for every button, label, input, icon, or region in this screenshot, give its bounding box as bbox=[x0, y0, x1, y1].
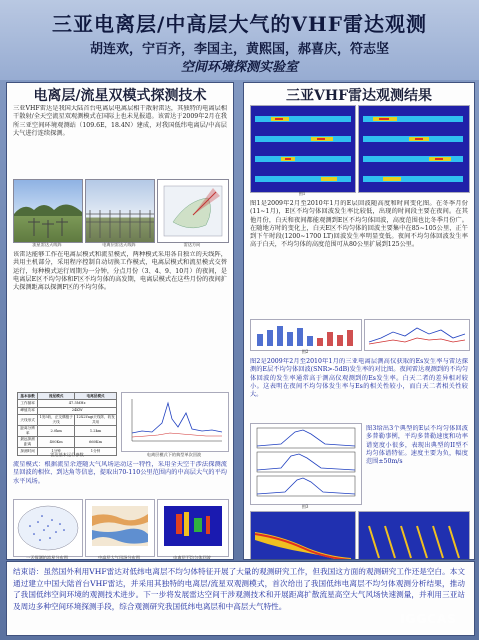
table-cell: 工作频率 bbox=[18, 400, 38, 407]
figure-5-quasi-periodic-echo bbox=[358, 511, 470, 560]
meteor-distribution-plot bbox=[13, 499, 83, 557]
figure-2-plot-second bbox=[364, 319, 470, 351]
table-cell: 12X2Yagi天线阵，收发共用 bbox=[76, 415, 115, 425]
irregularity-echo-caption: 电离层不均匀体回波 bbox=[173, 555, 211, 560]
table-row bbox=[18, 415, 117, 426]
figure-1-text: 图1是2009年2月至2010年1月的E层回波随高度和时间变化图。在冬季月份(11~1月)，E区不均匀体回波发生率比较低，出现的时间段主要在夜间。在其他月份，白天和夜间都能观测到E区不均匀体回波，高度范围也比冬季月份广。在随地方时的变化上，白天E区不均匀体的回波主要集中在85~105公里，正午到下午时段(1200~1700 LT)回波发生率明显变低。夜间不均匀体回波发生率高于白天，不均匀体的高度范围可从80公里扩展到125公里。 bbox=[250, 200, 468, 249]
rti-echo-icon bbox=[158, 500, 228, 556]
table-row bbox=[18, 393, 117, 400]
left-section-title: 电离层/流星双模式探测技术 bbox=[33, 88, 207, 104]
mode-description-text: 该雷达能够工作在电离层模式和流星模式，两种模式采用各自独立的天线阵，共用主机部分，采用程序控制自动切换工作模式，电离层模式和流星模式交替运行，每种模式运行周期为一分钟，分点月份（3、4、9、10月）的夜间，是电离层E区不均匀体和F区不均匀体的高发期，电离层模式在这些月份的夜间扩大探测距离以探测F区的不均匀体。 bbox=[13, 251, 227, 292]
table-row bbox=[18, 437, 117, 448]
figure-2-label: 图2 bbox=[301, 349, 309, 354]
table-cell: 天线形式 bbox=[18, 415, 38, 426]
figure-3-label: 图3 bbox=[301, 504, 309, 509]
table-cell: 最远探测距离 bbox=[18, 437, 38, 448]
antenna-icon bbox=[14, 180, 82, 242]
table-cell: 距离分辨率 bbox=[18, 426, 38, 437]
table-cell: 电离层模式 bbox=[75, 393, 117, 400]
table-cell: 1.2km bbox=[75, 426, 117, 437]
table-cell: 基本参数 bbox=[18, 393, 38, 400]
poster-header bbox=[0, 0, 479, 80]
photo-caption-meteor: 流星雷达天线阵 bbox=[32, 242, 62, 247]
table-cell: 峰值功率 bbox=[18, 407, 38, 414]
photo-caption-direction: 雷达方向 bbox=[183, 242, 201, 247]
continuous-echo-icon bbox=[251, 512, 355, 560]
irregularity-echo-plot bbox=[157, 499, 229, 557]
ionosphere-antenna-photo bbox=[85, 179, 155, 243]
echo-line-plot bbox=[122, 393, 228, 451]
rti-heatmap-icon bbox=[251, 106, 355, 192]
table-cell: 24KW bbox=[38, 407, 117, 414]
meteor-scatter-icon bbox=[14, 500, 82, 556]
table-row bbox=[18, 407, 117, 414]
institute-logo: IGGCAS bbox=[400, 612, 457, 626]
meteor-distribution-caption: 一天探测的流星分布图 bbox=[26, 555, 68, 560]
table-cell: 2.0km bbox=[38, 426, 75, 437]
figure-2-plot bbox=[250, 319, 362, 351]
quasi-periodic-echo-icon bbox=[359, 512, 469, 560]
wind-field-icon bbox=[86, 500, 154, 556]
direction-map-icon bbox=[158, 180, 228, 242]
table-cell: 47.5MHz bbox=[38, 400, 117, 407]
lab-name: 空间环境探测实验室 bbox=[180, 60, 298, 75]
table-row bbox=[18, 426, 117, 437]
antenna-array-icon bbox=[86, 180, 154, 242]
right-section bbox=[243, 82, 475, 560]
table-cell: 400Km bbox=[38, 437, 75, 448]
rti-heatmap-icon bbox=[359, 106, 469, 192]
figure-1-rti bbox=[250, 105, 356, 193]
wind-field-caption: 中高层大气风场分布图 bbox=[98, 555, 140, 560]
figure-3-text: 图3给出3个典型的E层不均匀体回波多普勒事例，平均多普勒速度和功率谱宽度小很多，表现出典型的II型不均匀体谱特征。速度主要为负，幅度范围±50m/s bbox=[366, 425, 468, 466]
figure-3-doppler bbox=[250, 423, 362, 505]
photo-caption-ionosphere: 电离层雷达天线阵 bbox=[102, 242, 136, 247]
table-row bbox=[18, 400, 117, 407]
radar-parameter-table bbox=[17, 392, 117, 456]
left-section bbox=[6, 82, 234, 560]
table-cell: 1分钟 bbox=[75, 448, 117, 455]
table-cell: 1发5收，正交偶极子天线 bbox=[39, 415, 73, 425]
radar-direction-map bbox=[157, 179, 229, 243]
echo-caption: 电离层模式下的典型单次回波 bbox=[146, 452, 202, 457]
table-cell: 流星模式 bbox=[38, 393, 75, 400]
table-cell: 660Km bbox=[75, 437, 117, 448]
meteor-mode-text: 流星模式：根据流星余迹随大气风场运动这一特性，采用全天空干涉法探测流星回波的相位、到达角等信息，提取出70-110公里范围内的中高层大气的平均水平风场。 bbox=[13, 461, 227, 485]
intro-text: 三亚VHF雷达是我国大陆首台电离层电离层相干散射雷达，其独特的电离层相干散射/全天空流星双观测模式在国际上也未见报道。该雷达于2009年2月在我所三亚空间环境观测站（109.6E，18.4N）建成，对我国低纬电离层/中高层大气进行连续探测。 bbox=[13, 105, 227, 137]
figure-2-text: 图2是2009年2月至2010年1月的三亚电离层测高仪获取的Es发生率与雷达探测的E层不均匀体回波(SNR>-5dB)发生率的对比图。夜间雷达观测到的不均匀体回波的发生率通常高于测高仪观测到的Es发生率。白天二者的差异相对较小。这表明在夜间不均匀体发生率与Es的相关性较小，而白天二者相关性较大。 bbox=[250, 358, 468, 399]
figure-4-continuous-echo bbox=[250, 511, 356, 560]
single-echo-plot bbox=[121, 392, 229, 452]
wind-field-plot bbox=[85, 499, 155, 557]
poster-title: 三亚电离层/中高层大气的VHF雷达观测 bbox=[52, 12, 427, 36]
author-list: 胡连欢，宁百齐，李国主，黄熙国，郝喜庆，符志坚 bbox=[89, 42, 389, 57]
table-cell: 1分钟 bbox=[38, 448, 75, 455]
figure-1-label: 图1 bbox=[298, 191, 306, 196]
right-section-title: 三亚VHF雷达观测结果 bbox=[285, 88, 433, 104]
conclusion-text: 结束语：虽然国外利用VHF雷达对低纬电离层不均匀体特征开展了大量的观测研究工作，但我国这方面的观测研究工作还是空白。本文通过建立中国大陆首台VHF雷达，并采用其独特的电离层/流星双观测模式，首次给出了我国低纬电离层不均匀体观测分析结果，推动了我国低纬空间环境的观测技术进步。下一步将发展雷达空间干涉观测技术和开展距离扩散流星高空大气风场快速测量，并利用三亚站及周边多种空间环境探测手段，综合观测研究我国低纬电离层和中高层大气特性。 bbox=[13, 567, 465, 611]
doppler-spectrum-icon bbox=[251, 424, 361, 504]
table-caption: 雷达基本运行参数 bbox=[50, 452, 84, 457]
occurrence-bar-icon bbox=[251, 320, 361, 350]
figure-1-rti-second bbox=[358, 105, 470, 193]
occurrence-line-icon bbox=[365, 320, 469, 350]
meteor-antenna-photo bbox=[13, 179, 83, 243]
table-cell: 探测时间 bbox=[18, 448, 38, 455]
